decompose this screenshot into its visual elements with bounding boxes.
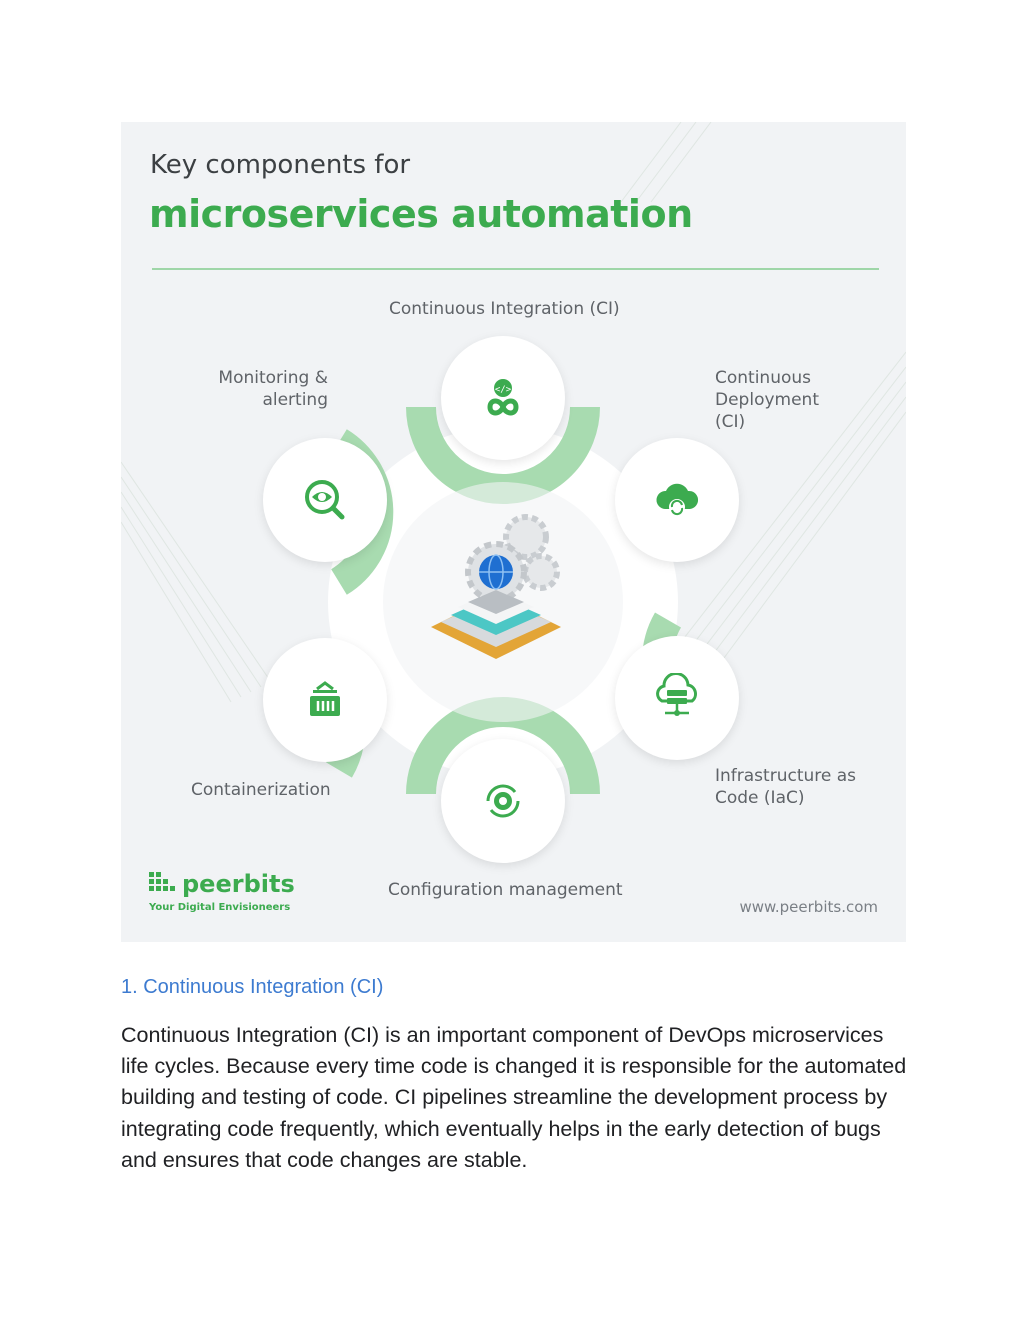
- node-continuous-deployment: [615, 438, 739, 562]
- node-monitoring-alerting: [263, 438, 387, 562]
- label-infrastructure-as-code: Infrastructure as Code (IaC): [715, 766, 857, 808]
- logo-tagline: Your Digital Envisioneers: [149, 902, 291, 913]
- section-heading: 1. Continuous Integration (CI): [121, 976, 384, 998]
- label-continuous-integration: Continuous Integration (CI): [389, 299, 620, 319]
- label-monitoring-alerting: Monitoring & alerting: [218, 368, 328, 410]
- label-containerization: Containerization: [191, 780, 331, 800]
- infographic-title: microservices automation: [149, 192, 693, 236]
- infinity-code-icon: [478, 373, 528, 423]
- infographic: [121, 122, 906, 942]
- chip-gears-illustration: [416, 507, 576, 677]
- node-containerization: [263, 638, 387, 762]
- svg-text:</>: </>: [494, 385, 512, 395]
- infographic-subtitle: Key components for: [150, 150, 411, 180]
- node-configuration-management: [441, 739, 565, 863]
- container-icon: [300, 675, 350, 725]
- node-infrastructure-as-code: [615, 636, 739, 760]
- node-continuous-integration: [441, 336, 565, 460]
- cloud-sync-icon: [652, 475, 702, 525]
- server-cloud-icon: [652, 673, 702, 723]
- magnifier-eye-icon: [300, 475, 350, 525]
- logo-mark-icon: [149, 870, 175, 896]
- label-configuration-management: Configuration management: [388, 880, 623, 900]
- logo-name: peerbits: [182, 870, 295, 898]
- website-url: www.peerbits.com: [739, 898, 878, 916]
- section-body: Continuous Integration (CI) is an important component of DevOps microservices life cycles. Because every time code is changed it is responsible for the automated building and testing of code. CI pipelines streamline the development process by integrating code frequently, which eventually helps in the early detection of bugs and ensures that code changes are stable.: [121, 1023, 907, 1172]
- peerbits-logo: [149, 870, 295, 913]
- label-continuous-deployment: Continuous Deployment (CI): [715, 368, 819, 432]
- gear-refresh-icon: [478, 776, 528, 826]
